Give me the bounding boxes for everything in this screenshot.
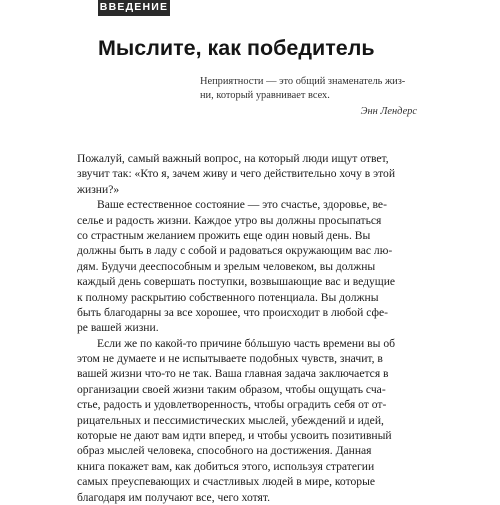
- body-line: дям. Будучи дееспособным и зрелым человеком, вы должны: [77, 259, 376, 273]
- body-line: Ваше естественное состояние — это счастье, здоровье, ве-: [97, 198, 387, 212]
- body-line: к полному раскрытию собственного потенциала. Вы должны: [77, 290, 379, 304]
- body-line: каждый день совершать поступки, возвышающие вас и ведущие: [77, 275, 396, 289]
- body-line: селье и радость жизни. Каждое утро вы должны просыпаться: [77, 213, 382, 227]
- body-line: звучит так: «Кто я, зачем живу и чего действительно хочу в этой: [77, 167, 396, 181]
- epigraph-author: Энн Лендерс: [360, 106, 417, 117]
- body-text: [77, 151, 422, 505]
- body-line: ре вашей жизни.: [77, 321, 159, 335]
- body-line: рицательных и пессимистических мыслей, убеждений и идей,: [77, 413, 384, 427]
- section-label: ВВЕДЕНИЕ: [98, 0, 170, 16]
- body-line: которые не дают вам идти вперед, и чтобы усвоить позитивный: [77, 429, 392, 443]
- body-line: Пожалуй, самый важный вопрос, на который люди ищут ответ,: [77, 152, 389, 165]
- body-line: вашей жизни что-то не так. Ваша главная задача заключается в: [77, 367, 389, 381]
- epigraph-line: Неприятности — это общий знаменатель жиз-: [200, 76, 406, 87]
- body-line: организации своей жизни таким образом, чтобы ощущать сча-: [77, 382, 386, 396]
- body-line: образ мыслей человека, способного на достижения. Данная: [77, 444, 372, 458]
- body-line: стье, радость и удовлетворенность, чтобы оградить себя от от-: [77, 398, 387, 412]
- body-line: книга покажет вам, как добиться этого, используя стратегии: [77, 459, 375, 473]
- chapter-title: Мыслите, как победитель: [98, 36, 375, 60]
- body-line: быть благодарны за все хорошее, что происходит в любой сфе-: [77, 305, 389, 319]
- body-line: Если же по какой-то причине бóльшую часть времени вы об: [97, 336, 396, 350]
- body-line: самых преуспевающих и счастливых людей в мире, которые: [77, 475, 376, 489]
- body-line: со страстным желанием прожить еще один новый день. Вы: [77, 228, 371, 242]
- epigraph-line: ни, который уравнивает всех.: [200, 89, 330, 101]
- body-line: благодаря им получают все, чего хотят.: [77, 490, 270, 504]
- body-line: должны быть в ладу с собой и радоваться окружающим вас лю-: [77, 244, 393, 258]
- body-line: жизни?»: [77, 182, 120, 196]
- epigraph: [200, 75, 422, 102]
- body-line: этом не думаете и не испытываете подобных чувств, значит, в: [77, 352, 383, 366]
